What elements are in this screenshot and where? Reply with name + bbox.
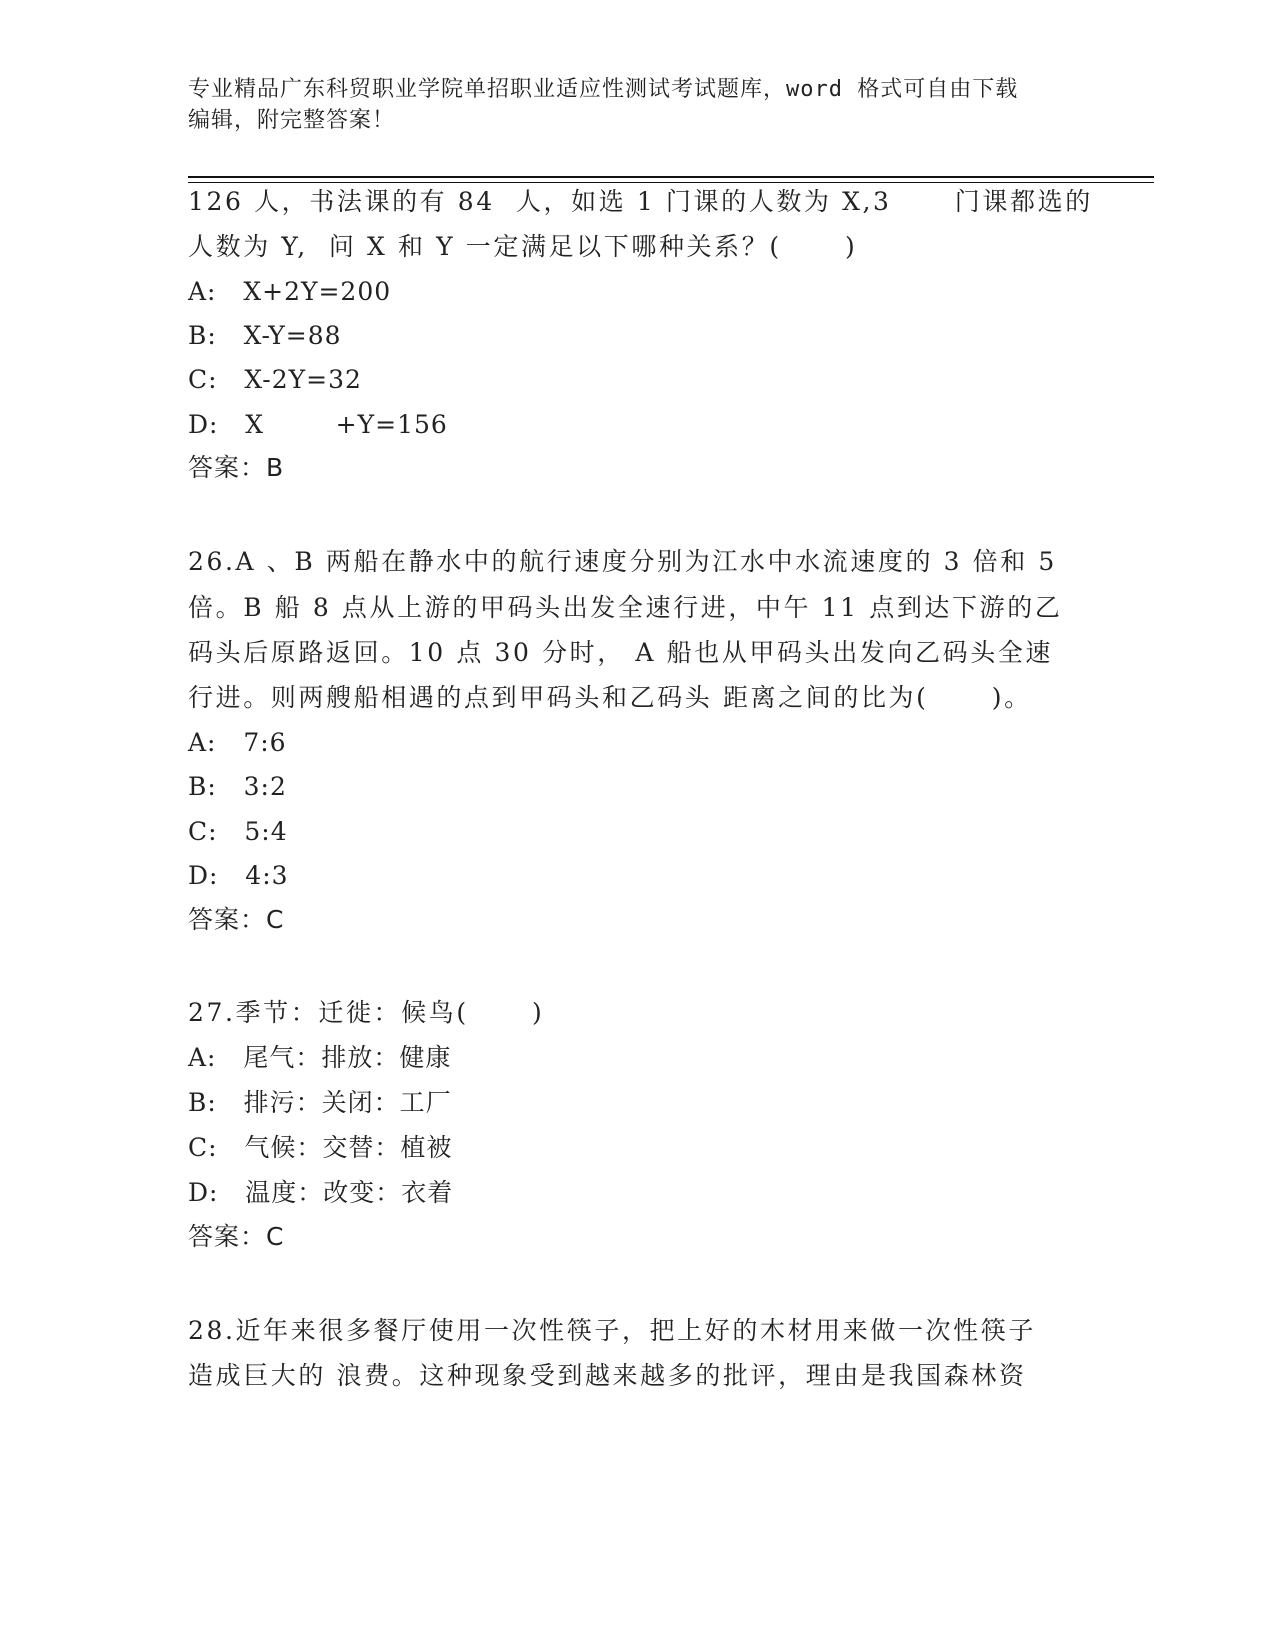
question-27-line-1: 27.季节：迁徙：候鸟( ) xyxy=(188,998,545,1027)
header-divider-thin xyxy=(188,182,1154,183)
question-26-option-a: A: 7:6 xyxy=(188,728,287,757)
question-25-option-b: B: X-Y=88 xyxy=(188,321,342,350)
question-28-line-2: 造成巨大的 浪费。这种现象受到越来越多的批评，理由是我国森林资 xyxy=(188,1361,1027,1390)
question-27-option-a: A: 尾气：排放：健康 xyxy=(188,1043,452,1072)
question-26-line-2: 倍。B 船 8 点从上游的甲码头出发全速行进，中午 11 点到达下游的乙 xyxy=(188,593,1063,622)
question-26-option-c: C: 5:4 xyxy=(188,817,288,846)
question-26-option-b: B: 3:2 xyxy=(188,772,287,801)
question-25-line-2: 人数为 Y, 问 X 和 Y 一定满足以下哪种关系？( ) xyxy=(188,232,858,261)
header-line-2: 编辑，附完整答案！ xyxy=(188,108,396,133)
document-header xyxy=(188,74,1078,136)
header-line-1: 专业精品广东科贸职业学院单招职业适应性测试考试题库，word 格式可自由下载 xyxy=(188,77,1019,102)
question-26-line-4: 行进。则两艘船相遇的点到甲码头和乙码头 距离之间的比为( )。 xyxy=(188,683,1032,712)
question-27-option-c: C: 气候：交替：植被 xyxy=(188,1133,453,1162)
question-26-option-d: D: 4:3 xyxy=(188,861,289,890)
question-27-option-d: D: 温度：改变：衣着 xyxy=(188,1178,454,1207)
question-28-line-1: 28.近年来很多餐厅使用一次性筷子，把上好的木材用来做一次性筷子 xyxy=(188,1316,1036,1345)
question-25-option-d: D: X +Y=156 xyxy=(188,410,448,439)
question-25-option-c: C: X-2Y=32 xyxy=(188,365,362,394)
header-divider-thick xyxy=(188,176,1154,178)
question-26-answer: 答案：C xyxy=(188,905,285,934)
question-27-answer: 答案：C xyxy=(188,1222,285,1251)
question-26-line-3: 码头后原路返回。10 点 30 分时， A 船也从甲码头出发向乙码头全速 xyxy=(188,638,1054,667)
question-26-line-1: 26.A 、B 两船在静水中的航行速度分别为江水中水流速度的 3 倍和 5 xyxy=(188,547,1057,576)
question-27-option-b: B: 排污：关闭：工厂 xyxy=(188,1088,452,1117)
question-25-answer: 答案：B xyxy=(188,453,285,482)
question-25-line-1: 126 人，书法课的有 84 人，如选 1 门课的人数为 X,3 门课都选的 xyxy=(188,187,1093,216)
question-25-option-a: A: X+2Y=200 xyxy=(188,277,392,306)
